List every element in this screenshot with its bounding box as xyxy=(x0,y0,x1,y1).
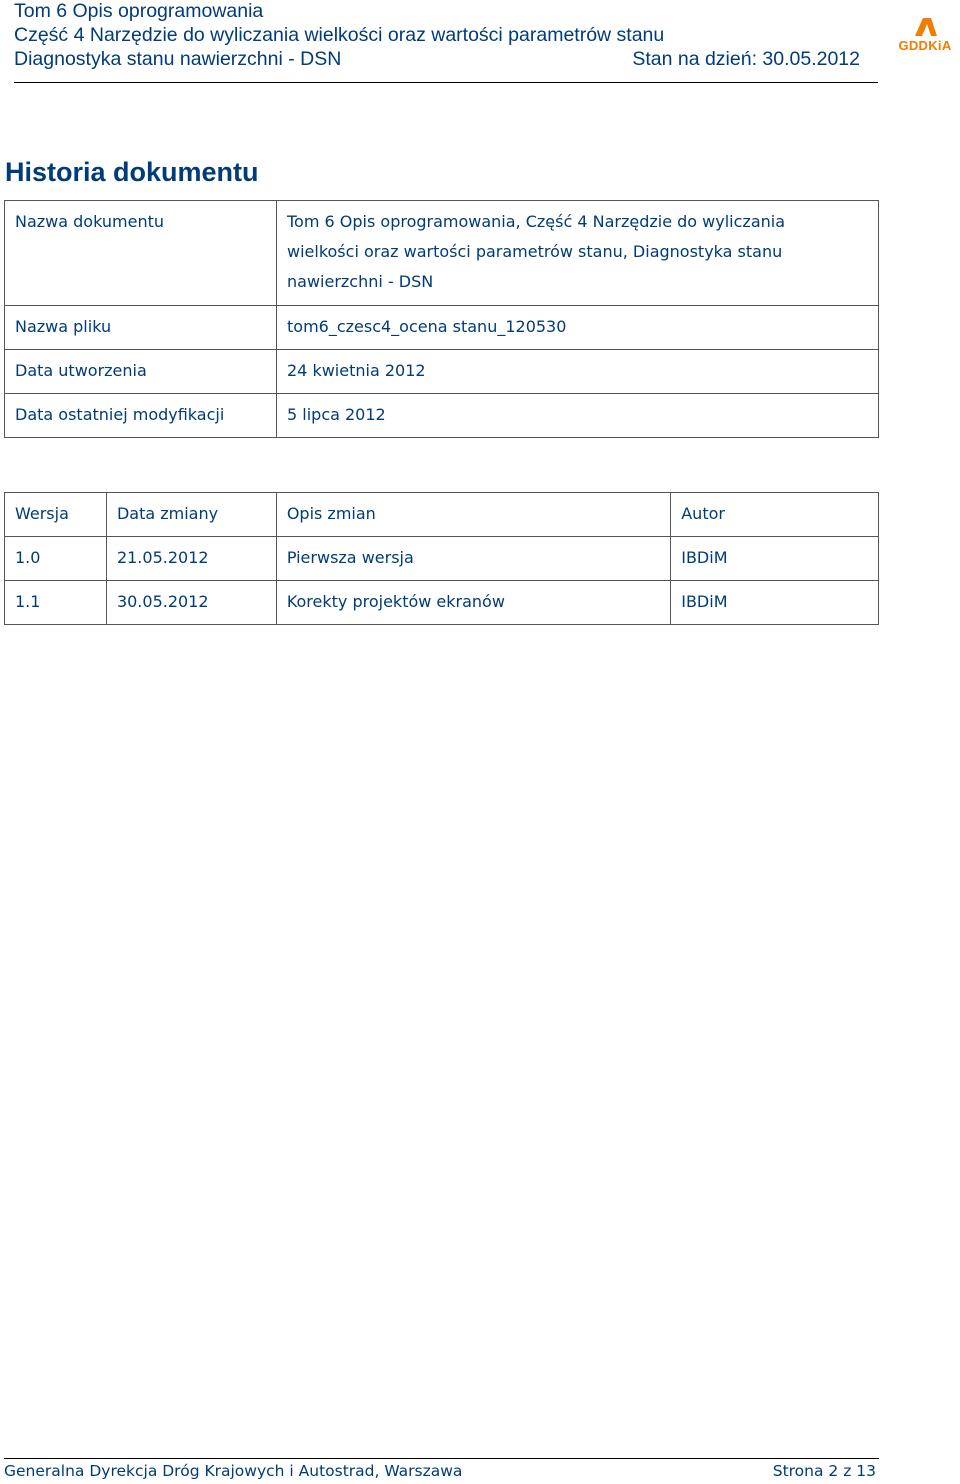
info-key: Nazwa dokumentu xyxy=(5,201,277,306)
page-title: Historia dokumentu xyxy=(5,157,259,187)
column-header: Data zmiany xyxy=(106,493,276,537)
footer-organization: Generalna Dyrekcja Dróg Krajowych i Autostrad, Warszawa xyxy=(4,1462,463,1480)
page-footer xyxy=(4,1458,879,1480)
info-value-line: Tom 6 Opis oprogramowania, Część 4 Narzędzie do wyliczania xyxy=(287,212,786,231)
column-header: Opis zmian xyxy=(276,493,670,537)
info-value-line: nawierzchni - DSN xyxy=(287,272,434,291)
logo-wordmark: GDDKiA xyxy=(898,38,952,53)
table-row xyxy=(5,306,879,350)
table-row xyxy=(5,350,879,394)
header-module-title: Diagnostyka stanu nawierzchni - DSN xyxy=(14,48,342,70)
info-value-line: wielkości oraz wartości parametrów stanu, Diagnostyka stanu xyxy=(287,242,783,261)
table-row xyxy=(5,201,879,306)
author-cell: IBDiM xyxy=(671,581,879,625)
column-header: Autor xyxy=(671,493,879,537)
change-description-cell: Pierwsza wersja xyxy=(276,537,670,581)
change-date-cell: 21.05.2012 xyxy=(106,537,276,581)
table-row xyxy=(5,581,879,625)
info-value-created: 24 kwietnia 2012 xyxy=(277,350,879,394)
info-key: Nazwa pliku xyxy=(5,306,277,350)
header-status-date: Stan na dzień: 30.05.2012 xyxy=(632,48,860,70)
info-key: Data utworzenia xyxy=(5,350,277,394)
author-cell: IBDiM xyxy=(671,537,879,581)
header-volume-title: Tom 6 Opis oprogramowania xyxy=(14,0,264,22)
change-date-cell: 30.05.2012 xyxy=(106,581,276,625)
info-value-file-name: tom6_czesc4_ocena stanu_120530 xyxy=(277,306,879,350)
table-header-row xyxy=(5,493,879,537)
road-sign-icon xyxy=(893,16,957,40)
version-cell: 1.0 xyxy=(5,537,107,581)
gddkia-logo xyxy=(893,16,957,56)
version-history-table xyxy=(4,492,879,625)
table-row xyxy=(5,537,879,581)
info-value-modified: 5 lipca 2012 xyxy=(277,394,879,438)
page-header xyxy=(14,0,878,83)
page-number: Strona 2 z 13 xyxy=(772,1462,876,1480)
info-value-document-name xyxy=(277,201,879,306)
document-info-table xyxy=(4,200,879,438)
change-description-cell: Korekty projektów ekranów xyxy=(276,581,670,625)
column-header: Wersja xyxy=(5,493,107,537)
table-row xyxy=(5,394,879,438)
version-cell: 1.1 xyxy=(5,581,107,625)
header-part-title: Część 4 Narzędzie do wyliczania wielkości oraz wartości parametrów stanu xyxy=(14,24,665,46)
info-key: Data ostatniej modyfikacji xyxy=(5,394,277,438)
